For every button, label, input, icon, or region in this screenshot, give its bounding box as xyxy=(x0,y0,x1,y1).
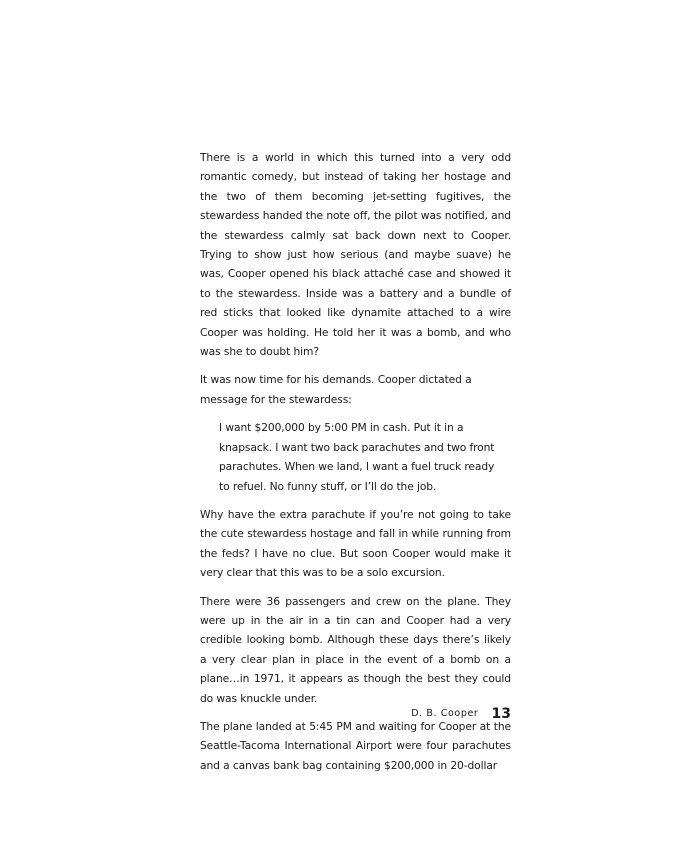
paragraph-attache-case: There is a world in which this turned into a very odd romantic comedy, but instead of taking her hostage and the two of them becoming jet-setting fugitives, the stewardess handed the note off, the pilot was notified, and the stewardess calmly sat back down next to Cooper. Trying to show just how serious (and maybe suave) he was, Cooper opened his black attaché case and showed it to the stewardess. Inside was a battery and a bundle of red sticks that looked like dynamite attached to a wire Cooper was holding. He told her it was a bomb, and who was she to doubt him? xyxy=(200,151,511,359)
paragraph-passengers: There were 36 passengers and crew on the plane. They were up in the air in a tin can and Cooper had a very credible looking bomb. Although these days there’s likely a very clear plan in place in the event of a bomb on a plane…in 1971, it appears as though the best they could do was knuckle under. xyxy=(200,594,511,705)
paragraph-demands-intro: It was now time for his demands. Cooper dictated a message for the stewardess: xyxy=(200,373,472,406)
page-footer xyxy=(380,703,511,722)
paragraph-extra-parachute: Why have the extra parachute if you’re not going to take the cute stewardess hostage and fall in while running from the feds? I have no clue. But soon Cooper would make it very clear that this was to be a solo excursion. xyxy=(200,507,511,580)
block-quote-demands: I want $200,000 by 5:00 PM in cash. Put it in a knapsack. I want two back parachutes and two front parachutes. When we land, I want a fuel truck ready to refuel. No funny stuff, or I’ll do the job. xyxy=(219,421,495,493)
paragraph-plane-landed: The plane landed at 5:45 PM and waiting for Cooper at the Seattle-Tacoma International Airport were four parachutes and a canvas bank bag containing $200,000 in 20-dollar xyxy=(200,719,511,772)
page-number: 13 xyxy=(491,705,511,722)
body-text xyxy=(200,148,511,784)
running-head: D. B. Cooper xyxy=(411,708,479,719)
